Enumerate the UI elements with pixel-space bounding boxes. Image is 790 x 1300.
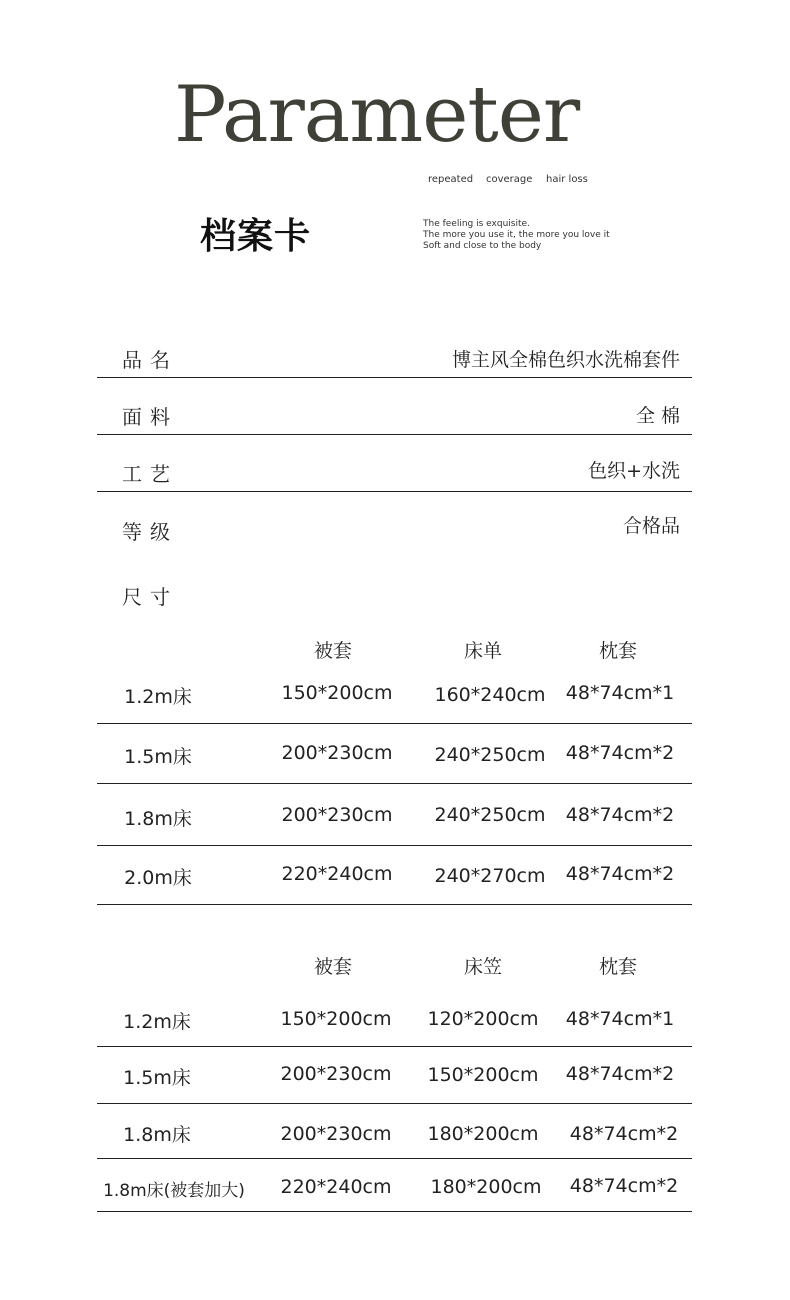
table2-cell: 48*74cm*2 [569,1175,679,1197]
table1-cell: 48*74cm*2 [565,863,675,885]
table2-cell: 48*74cm*1 [565,1008,675,1030]
param-label-craft: 工艺 [122,462,178,486]
table2-cell: 48*74cm*2 [565,1063,675,1085]
table1-row-divider [97,845,692,846]
table2-cell: 180*200cm [427,1123,539,1145]
param-value-fabric: 全 棉 [635,405,680,427]
table1-cell: 200*230cm [281,804,393,826]
table2-cell: 200*230cm [280,1123,392,1145]
table2-cell: 1.5m床 [123,1067,191,1089]
table2-cell: 150*200cm [280,1008,392,1030]
table2-cell: 200*230cm [280,1063,392,1085]
table1-row-divider [97,723,692,724]
table1-header: 枕套 [598,640,638,662]
size-label: 尺寸 [122,585,178,609]
param-label-fabric: 面料 [122,405,178,429]
table2-row-divider [97,1103,692,1104]
table1-cell: 150*200cm [281,682,393,704]
table2-cell: 1.2m床 [123,1011,191,1033]
table2-row-divider [97,1046,692,1047]
table1-cell: 2.0m床 [124,867,192,889]
table2-cell: 150*200cm [427,1064,539,1086]
slogan-line: The more you use it, the more you love it [423,230,610,240]
table1-row-divider [97,904,692,905]
table1-cell: 240*270cm [434,865,546,887]
table2-header: 枕套 [598,956,638,978]
table1-cell: 160*240cm [434,684,546,706]
table2-header: 被套 [313,956,353,978]
table1-cell: 48*74cm*2 [565,804,675,826]
table2-row-divider [97,1211,692,1212]
divider [97,377,692,378]
tag-hair-loss: hair loss [546,174,588,185]
table1-header: 床单 [463,640,503,662]
slogan [423,219,610,252]
tag-repeated: repeated [428,174,474,185]
table2-cell: 1.8m床 [123,1124,191,1146]
table1-header: 被套 [313,640,353,662]
table1-cell: 1.5m床 [124,746,192,768]
table2-cell: 48*74cm*2 [569,1123,679,1145]
table2-row-divider [97,1158,692,1159]
table2-cell: 180*200cm [430,1176,542,1198]
table2-cell: 220*240cm [280,1176,392,1198]
table2-cell: 1.8m床(被套加大) [103,1181,245,1201]
param-label-grade: 等级 [122,520,178,544]
table1-cell: 1.8m床 [124,808,192,830]
table1-cell: 240*250cm [434,744,546,766]
tag-coverage: coverage [486,174,533,185]
table1-cell: 1.2m床 [124,686,192,708]
archive-card-title: 档案卡 [200,216,312,257]
table1-cell: 240*250cm [434,804,546,826]
table1-cell: 48*74cm*1 [565,682,675,704]
divider [97,434,692,435]
param-value-grade: 合格品 [622,515,680,537]
param-value-name: 博主风全棉色织水洗棉套件 [451,349,680,371]
table2-header: 床笠 [463,956,503,978]
param-label-name: 品名 [122,348,178,372]
param-value-craft: 色织+水洗 [588,460,680,482]
table1-cell: 200*230cm [281,742,393,764]
table1-row-divider [97,783,692,784]
divider [97,491,692,492]
table2-cell: 120*200cm [427,1008,539,1030]
page-title: Parameter [174,70,580,160]
slogan-line: The feeling is exquisite. [423,219,530,229]
table1-cell: 48*74cm*2 [565,742,675,764]
slogan-line: Soft and close to the body [423,241,542,251]
table1-cell: 220*240cm [281,863,393,885]
